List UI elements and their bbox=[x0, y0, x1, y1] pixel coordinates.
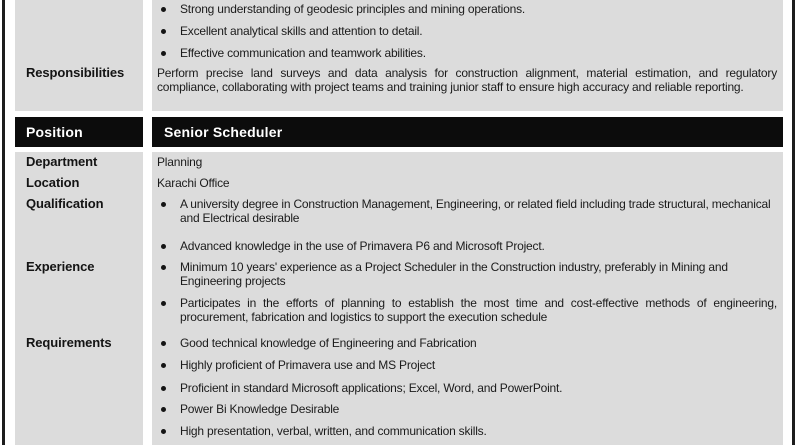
bullet-item bbox=[152, 2, 783, 16]
bullet-icon bbox=[161, 429, 166, 434]
requirements-label: Requirements bbox=[26, 335, 112, 350]
bullet-text: Minimum 10 years' experience as a Project Scheduler in the Construction industry, preferably in Mining and Engineering projects bbox=[180, 260, 728, 288]
bullet-item bbox=[152, 296, 783, 324]
bullet-item bbox=[152, 358, 783, 372]
bullet-item bbox=[152, 336, 783, 350]
bullet-text: Participates in the efforts of planning to establish the most time and cost-effective methods of engineering, procurement, fabrication and logistics to support the execution schedule bbox=[180, 296, 777, 324]
bullet-text: Highly proficient of Primavera use and MS Project bbox=[180, 358, 435, 372]
bullet-text: Advanced knowledge in the use of Primavera P6 and Microsoft Project. bbox=[180, 239, 545, 253]
bullet-icon bbox=[161, 7, 166, 12]
responsibilities-content-cell bbox=[152, 0, 783, 111]
bullet-icon bbox=[161, 51, 166, 56]
bullet-item bbox=[152, 239, 783, 253]
bullet-text: Good technical knowledge of Engineering and Fabrication bbox=[180, 336, 477, 350]
responsibilities-label: Responsibilities bbox=[26, 65, 125, 80]
department-value: Planning bbox=[157, 155, 203, 169]
bullet-item bbox=[152, 381, 783, 395]
column-divider bbox=[143, 0, 152, 111]
column-divider bbox=[143, 117, 152, 147]
details-label-column bbox=[15, 152, 143, 445]
bullet-item bbox=[152, 424, 783, 438]
bullet-text: Power Bi Knowledge Desirable bbox=[180, 402, 340, 416]
bullet-item bbox=[152, 197, 783, 225]
experience-label: Experience bbox=[26, 259, 95, 274]
table-left-border bbox=[2, 0, 5, 445]
responsibilities-label-cell bbox=[15, 0, 143, 111]
table-right-border bbox=[792, 0, 795, 445]
bullet-item bbox=[152, 402, 783, 416]
bullet-text: Excellent analytical skills and attention to detail. bbox=[180, 24, 423, 38]
details-content-column bbox=[152, 152, 783, 445]
bullet-text: Effective communication and teamwork abilities. bbox=[180, 46, 426, 60]
position-title: Senior Scheduler bbox=[164, 124, 283, 140]
bullet-icon bbox=[161, 265, 166, 270]
column-divider bbox=[143, 152, 152, 445]
bullet-text: A university degree in Construction Management, Engineering, or related field including trade structural, mechanical and Electrical desirable bbox=[180, 197, 771, 225]
table-content bbox=[15, 0, 783, 445]
position-header-row bbox=[15, 117, 783, 147]
bullet-icon bbox=[161, 341, 166, 346]
bullet-item bbox=[152, 24, 783, 38]
bullet-icon bbox=[161, 29, 166, 34]
responsibilities-section bbox=[15, 0, 783, 111]
bullet-item bbox=[152, 260, 783, 288]
details-section bbox=[15, 152, 783, 445]
qualification-label: Qualification bbox=[26, 196, 104, 211]
location-label: Location bbox=[26, 175, 80, 190]
position-title-cell bbox=[152, 117, 783, 147]
bullet-icon bbox=[161, 386, 166, 391]
department-label: Department bbox=[26, 154, 98, 169]
bullet-text: Proficient in standard Microsoft applications; Excel, Word, and PowerPoint. bbox=[180, 381, 563, 395]
position-header-label: Position bbox=[26, 124, 83, 140]
bullet-icon bbox=[161, 363, 166, 368]
bullet-icon bbox=[161, 407, 166, 412]
bullet-item bbox=[152, 46, 783, 60]
responsibilities-paragraph: Perform precise land surveys and data analysis for construction alignment, material estimation, and regulatory compliance, collaborating with project teams and training junior staff to ensure high accuracy and reliable reporting. bbox=[157, 66, 777, 94]
bullet-text: Strong understanding of geodesic principles and mining operations. bbox=[180, 2, 526, 16]
bullet-icon bbox=[161, 202, 166, 207]
location-value: Karachi Office bbox=[157, 176, 230, 190]
position-header-label-cell bbox=[15, 117, 143, 147]
bullet-text: High presentation, verbal, written, and communication skills. bbox=[180, 424, 487, 438]
bullet-icon bbox=[161, 244, 166, 249]
bullet-icon bbox=[161, 301, 166, 306]
